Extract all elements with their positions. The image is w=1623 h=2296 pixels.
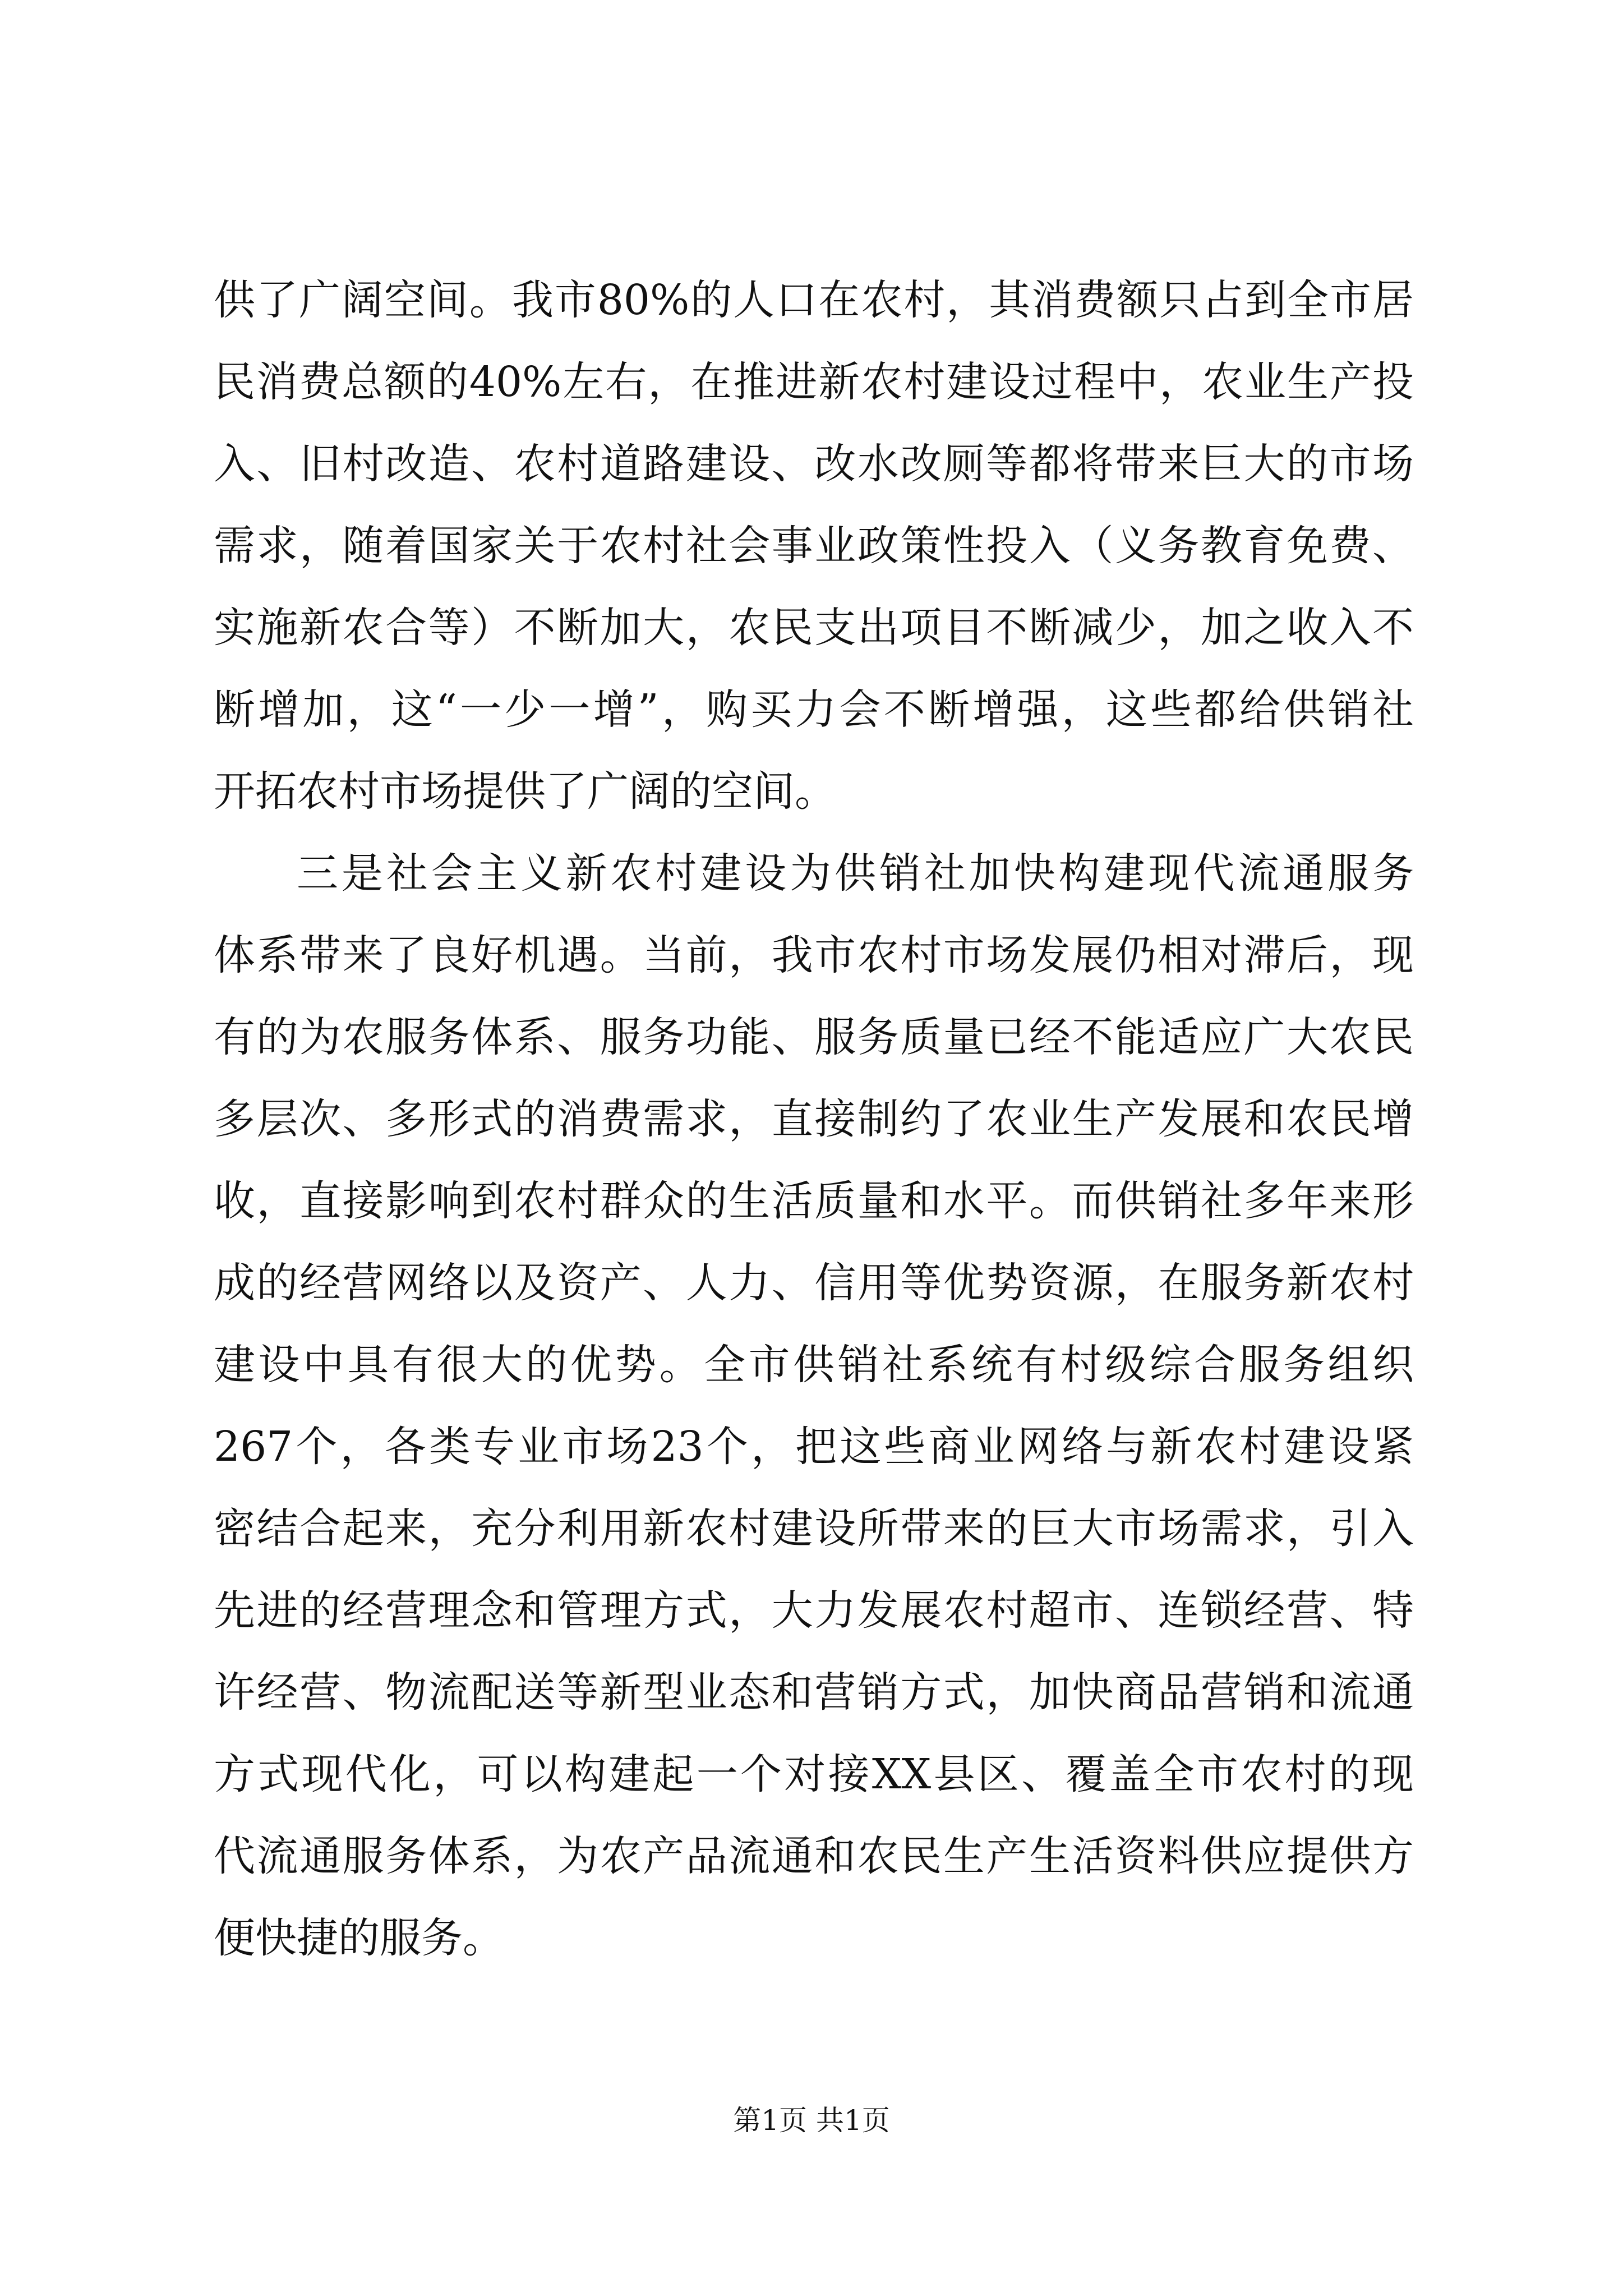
- text-line: 便快捷的服务。: [214, 1914, 504, 1962]
- text-line: 建设中具有很大的优势。全市供销社系统有村级综合服务组织: [214, 1341, 1414, 1389]
- text-line: 开拓农村市场提供了广阔的空间。: [214, 767, 836, 816]
- text-line: 实施新农合等）不断加大，农民支出项目不断减少，加之收入不: [214, 604, 1414, 652]
- page-number-footer: 第1页 共1页: [733, 2104, 890, 2137]
- text-line: 密结合起来，充分利用新农村建设所带来的巨大市场需求，引入: [214, 1504, 1414, 1553]
- text-line: 成的经营网络以及资产、人力、信用等优势资源，在服务新农村: [214, 1259, 1414, 1307]
- text-line: 供了广阔空间。我市80%的人口在农村，其消费额只占到全市居: [214, 276, 1414, 324]
- text-line: 入、旧村改造、农村道路建设、改水改厕等都将带来巨大的市场: [214, 440, 1414, 488]
- text-line: 方式现代化，可以构建起一个对接XX县区、覆盖全市农村的现: [214, 1750, 1414, 1798]
- text-line: 许经营、物流配送等新型业态和营销方式，加快商品营销和流通: [214, 1668, 1414, 1717]
- text-line: 267个，各类专业市场23个，把这些商业网络与新农村建设紧: [214, 1423, 1414, 1471]
- body-text: [214, 259, 1414, 1979]
- text-line: 民消费总额的40%左右，在推进新农村建设过程中，农业生产投: [214, 358, 1414, 406]
- text-line: 代流通服务体系，为农产品流通和农民生产生活资料供应提供方: [214, 1832, 1414, 1880]
- text-line: 收，直接影响到农村群众的生活质量和水平。而供销社多年来形: [214, 1177, 1414, 1225]
- text-line: 多层次、多形式的消费需求，直接制约了农业生产发展和农民增: [214, 1095, 1414, 1143]
- text-line: 先进的经营理念和管理方式，大力发展农村超市、连锁经营、特: [214, 1586, 1414, 1635]
- text-line: 需求，随着国家关于农村社会事业政策性投入（义务教育免费、: [214, 522, 1414, 570]
- text-line: 有的为农服务体系、服务功能、服务质量已经不能适应广大农民: [214, 1013, 1414, 1061]
- text-line: 体系带来了良好机遇。当前，我市农村市场发展仍相对滞后，现: [214, 931, 1414, 979]
- paragraph-first-line: 三是社会主义新农村建设为供销社加快构建现代流通服务: [297, 849, 1414, 898]
- text-line: 断增加，这“一少一增”，购买力会不断增强，这些都给供销社: [214, 685, 1414, 734]
